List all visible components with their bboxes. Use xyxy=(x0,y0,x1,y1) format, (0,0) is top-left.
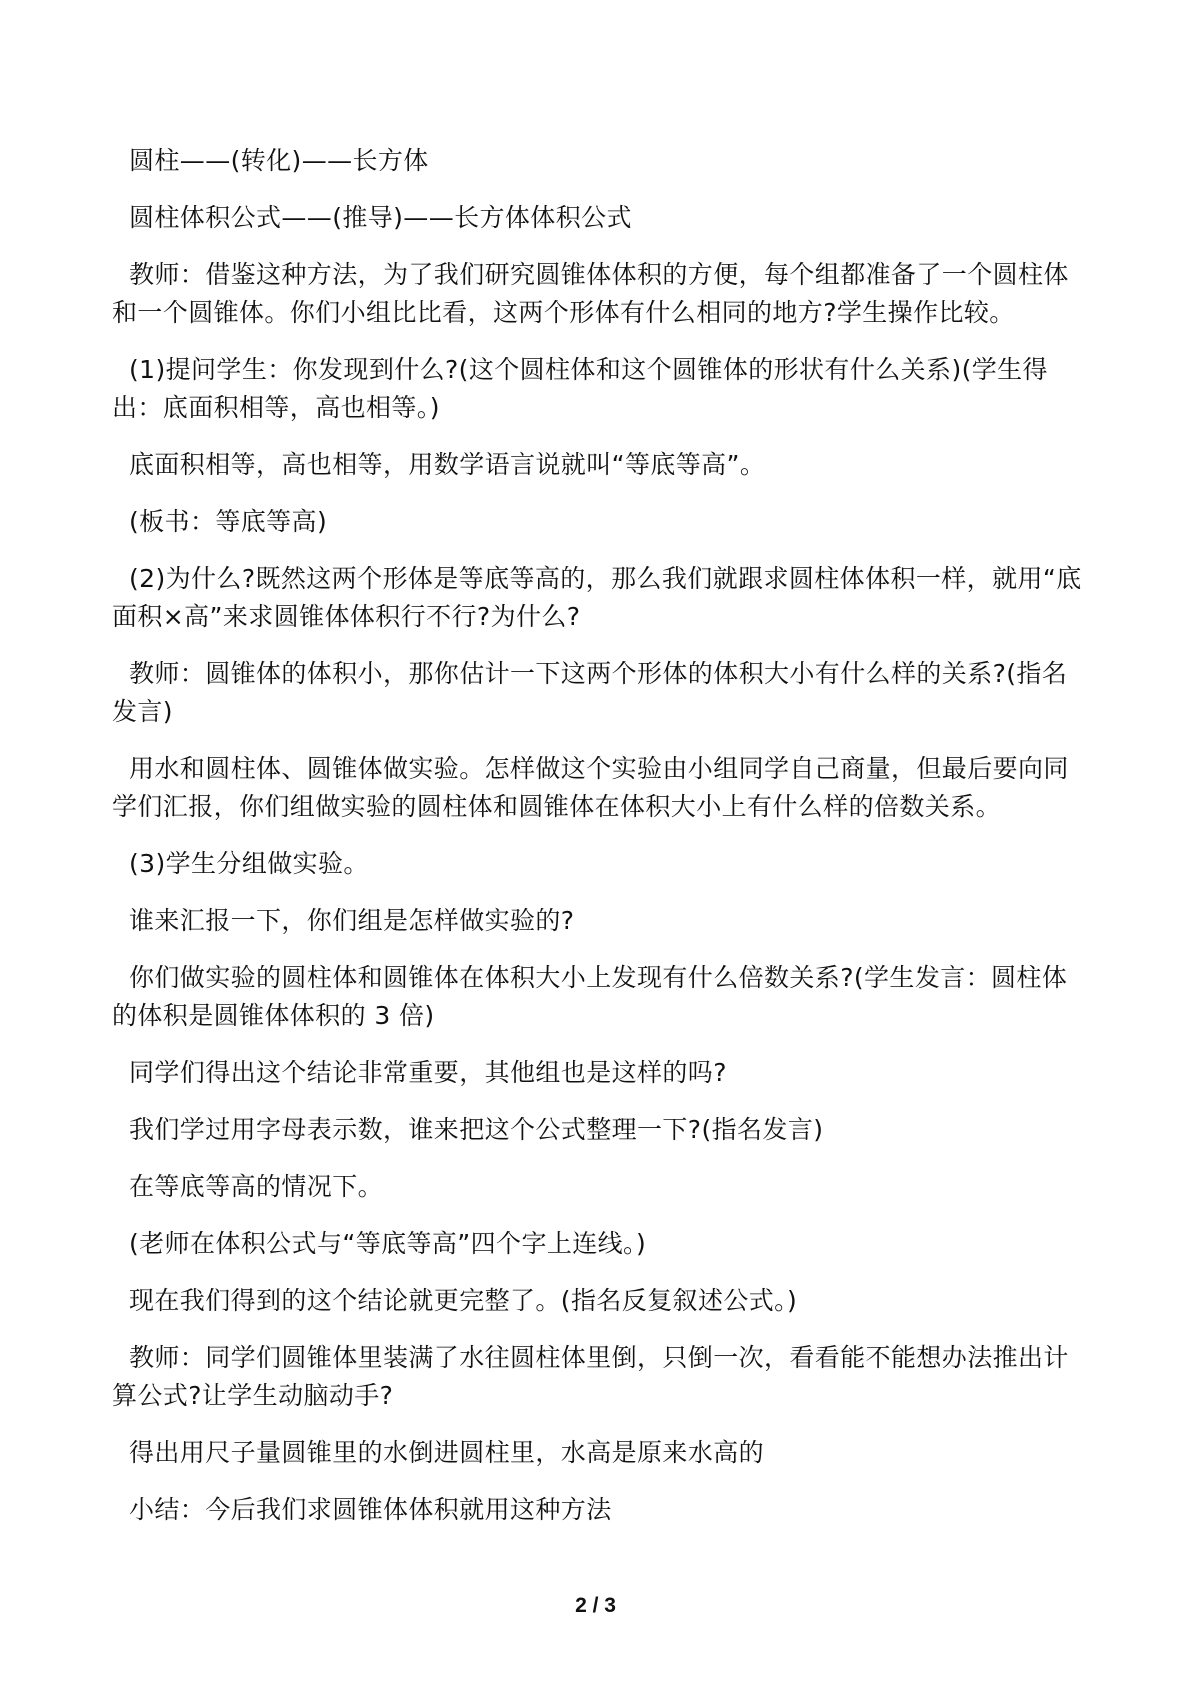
paragraph-15: 在等底等高的情况下。 xyxy=(129,1172,384,1201)
paragraph-14: 我们学过用字母表示数，谁来把这个公式整理一下?(指名发言) xyxy=(129,1115,824,1144)
paragraph-18: 教师：同学们圆锥体里装满了水往圆柱体里倒，只倒一次，看看能不能想办法推出计算公式?让学生动脑动手? xyxy=(112,1343,1069,1410)
paragraph-6: (板书：等底等高) xyxy=(129,507,328,536)
document-body xyxy=(112,142,1092,1548)
paragraph-20: 小结：今后我们求圆锥体体积就用这种方法 xyxy=(129,1495,612,1524)
paragraph-9: 用水和圆柱体、圆锥体做实验。怎样做这个实验由小组同学自己商量，但最后要向同学们汇报，你们组做实验的圆柱体和圆锥体在体积大小上有什么样的倍数关系。 xyxy=(112,754,1069,821)
paragraph-4: (1)提问学生：你发现到什么?(这个圆柱体和这个圆锥体的形状有什么关系)(学生得出：底面积相等，高也相等。) xyxy=(112,355,1048,422)
paragraph-5: 底面积相等，高也相等，用数学语言说就叫“等底等高”。 xyxy=(129,450,766,479)
paragraph-7: (2)为什么?既然这两个形体是等底等高的，那么我们就跟求圆柱体体积一样，就用“底面积×高”来求圆锥体体积行不行?为什么? xyxy=(112,564,1082,631)
paragraph-19: 得出用尺子量圆锥里的水倒进圆柱里，水高是原来水高的 xyxy=(129,1438,765,1467)
paragraph-13: 同学们得出这个结论非常重要，其他组也是这样的吗? xyxy=(129,1058,727,1087)
paragraph-10: (3)学生分组做实验。 xyxy=(129,849,369,878)
paragraph-2: 圆柱体积公式——(推导)——长方体体积公式 xyxy=(129,203,632,232)
paragraph-8: 教师：圆锥体的体积小，那你估计一下这两个形体的体积大小有什么样的关系?(指名发言) xyxy=(112,659,1068,726)
paragraph-17: 现在我们得到的这个结论就更完整了。(指名反复叙述公式。) xyxy=(129,1286,798,1315)
paragraph-1: 圆柱——(转化)——长方体 xyxy=(129,146,429,175)
paragraph-12: 你们做实验的圆柱体和圆锥体在体积大小上发现有什么倍数关系?(学生发言：圆柱体的体积是圆锥体体积的 3 倍) xyxy=(112,963,1068,1030)
paragraph-11: 谁来汇报一下，你们组是怎样做实验的? xyxy=(129,906,575,935)
page-number: 2 / 3 xyxy=(575,1594,616,1617)
paragraph-3: 教师：借鉴这种方法，为了我们研究圆锥体体积的方便，每个组都准备了一个圆柱体和一个圆锥体。你们小组比比看，这两个形体有什么相同的地方?学生操作比较。 xyxy=(112,260,1069,327)
paragraph-16: (老师在体积公式与“等底等高”四个字上连线。) xyxy=(129,1229,647,1258)
